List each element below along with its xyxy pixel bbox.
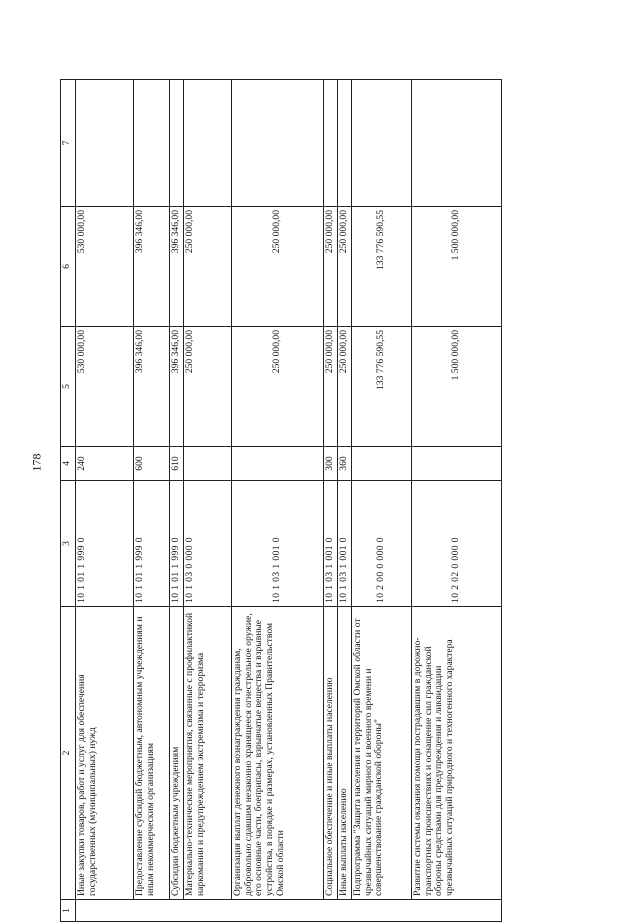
table-row	[412, 80, 502, 922]
row-value-5: 1 500 000,00	[412, 327, 502, 447]
table-row	[232, 80, 324, 922]
row-code: 10 1 01 1 999 0	[134, 481, 170, 607]
row-name: Развитие системы оказания помощи пострадавшим в дорожно-транспортных происшествиях и оснащение сил гражданской обороны средствами для предупреждения и ликвидации чрезвычайных ситуаций природного и техногенного характера	[412, 607, 502, 900]
row-value-6: 133 776 590,55	[352, 207, 412, 327]
row-value-5: 530 000,00	[76, 327, 134, 447]
table-header-row	[61, 80, 76, 922]
row-code: 10 1 03 1 001 0	[338, 481, 352, 607]
table-row	[134, 80, 170, 922]
row-value-5: 396 346,00	[134, 327, 170, 447]
row-code: 10 1 03 1 001 0	[232, 481, 324, 607]
row-name: Субсидии бюджетным учреждениям	[170, 607, 184, 900]
row-name: Социальное обеспечение и иные выплаты населению	[324, 607, 338, 900]
col-header-1: 1	[61, 900, 76, 922]
row-name: Иные закупки товаров, работ и услуг для обеспечения государственных (муниципальных) нужд	[76, 607, 134, 900]
row-value-5: 250 000,00	[184, 327, 232, 447]
row-value-6: 250 000,00	[324, 207, 338, 327]
table-row	[76, 80, 134, 922]
table-row	[170, 80, 184, 922]
row-code: 10 2 00 0 000 0	[352, 481, 412, 607]
row-value-6: 396 346,00	[170, 207, 184, 327]
row-name: Материально-технические мероприятия, связанные с профилактикой наркомании и предупреждением экстремизма и терроризма	[184, 607, 232, 900]
row-value-5: 250 000,00	[338, 327, 352, 447]
row-value-5: 250 000,00	[232, 327, 324, 447]
budget-table	[60, 79, 502, 922]
row-value-7	[170, 80, 184, 207]
row-value-7	[338, 80, 352, 207]
col-header-6: 6	[61, 207, 76, 327]
row-value-7	[352, 80, 412, 207]
row-value-7	[324, 80, 338, 207]
table-row	[184, 80, 232, 922]
table-row	[352, 80, 412, 922]
row-value-7	[412, 80, 502, 207]
row-type: 240	[76, 447, 134, 481]
row-type	[232, 447, 324, 481]
row-value-7	[134, 80, 170, 207]
rotated-table-page	[60, 80, 567, 922]
col-header-3: 3	[61, 481, 76, 607]
row-type: 300	[324, 447, 338, 481]
row-value-5: 396 346,00	[170, 327, 184, 447]
row-value-6: 1 500 000,00	[412, 207, 502, 327]
row-value-7	[232, 80, 324, 207]
row-type: 610	[170, 447, 184, 481]
col1-cell	[76, 900, 502, 922]
row-name: Предоставление субсидий бюджетным, автономным учреждениям и иным некоммерческим организациям	[134, 607, 170, 900]
row-code: 10 2 02 0 000 0	[412, 481, 502, 607]
row-type	[184, 447, 232, 481]
row-type: 360	[338, 447, 352, 481]
row-type	[352, 447, 412, 481]
col-header-4: 4	[61, 447, 76, 481]
row-code: 10 1 01 1 999 0	[76, 481, 134, 607]
row-code: 10 1 03 0 000 0	[184, 481, 232, 607]
row-value-6: 396 346,00	[134, 207, 170, 327]
row-value-6: 250 000,00	[184, 207, 232, 327]
row-name: Организация выплат денежного вознаграждения гражданам, добровольно сдавшим незаконно хранящееся огнестрельное оружие, его основные части, боеприпасы, взрывчатые вещества и взрывные устройства, в порядке и размерах, установленных Правительством Омской области	[232, 607, 324, 900]
table-row	[338, 80, 352, 922]
row-value-5: 133 776 590,55	[352, 327, 412, 447]
row-value-7	[76, 80, 134, 207]
table-row	[324, 80, 338, 922]
row-name: Подпрограмма "Защита населения и территорий Омской области от чрезвычайных ситуаций мирного и военного времени и совершенствование гражданской обороны"	[352, 607, 412, 900]
row-value-6: 250 000,00	[338, 207, 352, 327]
row-type	[412, 447, 502, 481]
col-header-5: 5	[61, 327, 76, 447]
row-code: 10 1 01 1 999 0	[170, 481, 184, 607]
row-type: 600	[134, 447, 170, 481]
col-header-2: 2	[61, 607, 76, 900]
col-header-7: 7	[61, 80, 76, 207]
row-value-5: 250 000,00	[324, 327, 338, 447]
page-number: 178	[29, 453, 44, 472]
row-value-7	[184, 80, 232, 207]
row-value-6: 530 000,00	[76, 207, 134, 327]
row-code: 10 1 03 1 001 0	[324, 481, 338, 607]
row-name: Иные выплаты населению	[338, 607, 352, 900]
row-value-6: 250 000,00	[232, 207, 324, 327]
